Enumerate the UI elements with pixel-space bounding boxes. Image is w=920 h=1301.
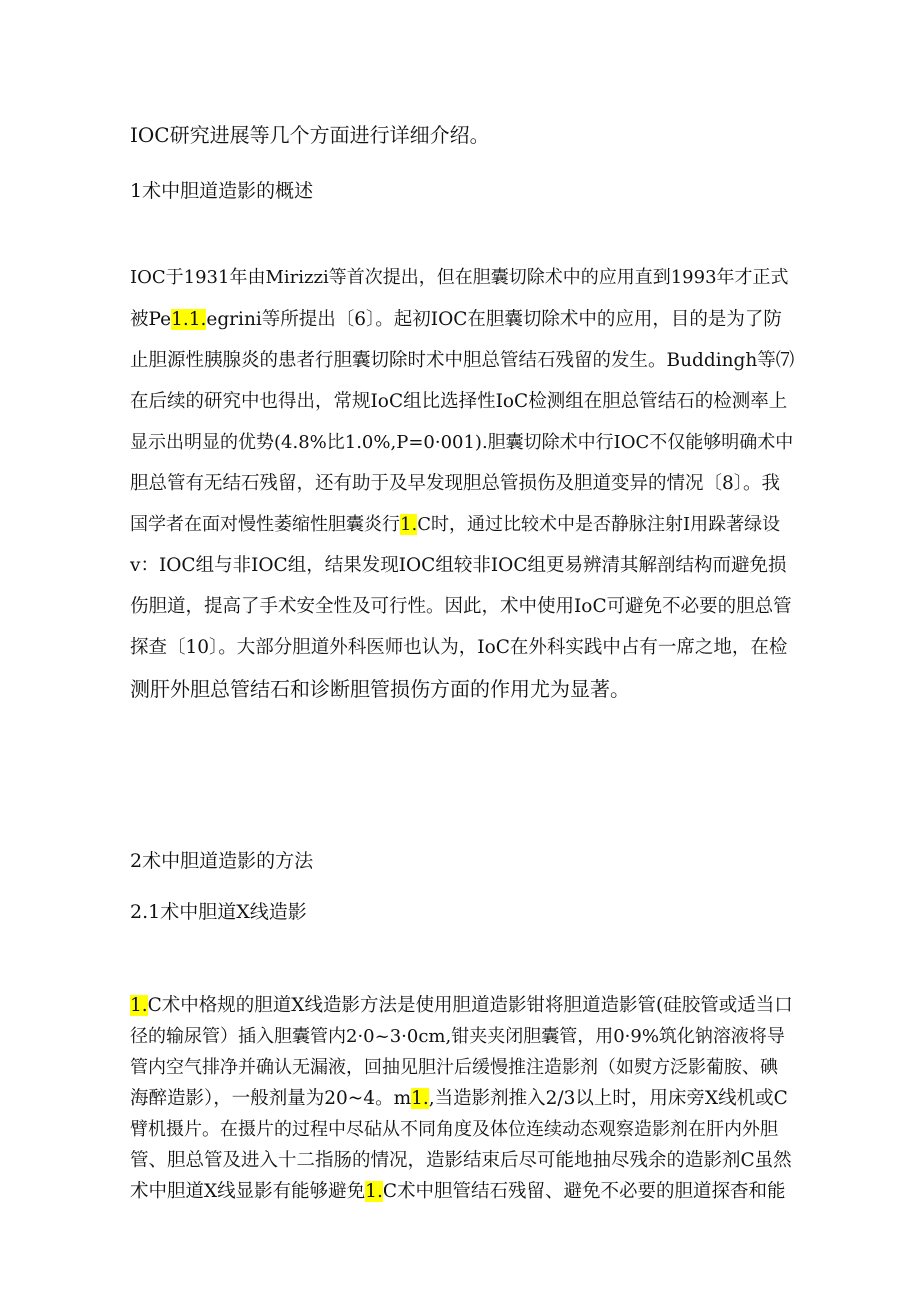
paragraph-line	[130, 675, 630, 703]
section-1-title: 1术中胆道造影的概述	[130, 180, 314, 202]
highlighted-text: 1.	[411, 1088, 429, 1109]
text-run: 胆总管有无结石残留，还有助于及早发现胆总管损伤及胆道变异的情况〔8〕。我	[130, 473, 781, 494]
paragraph-line	[130, 1023, 785, 1051]
paragraph-line	[130, 1116, 778, 1144]
text-run: C术中胆管结石残留、避免不必要的胆道探杳和能	[382, 1181, 786, 1202]
intro-line: IOC研究进展等几个方面进行详细介绍。	[130, 123, 490, 147]
text-run: 显示出明显的优势(4.8%比1.0%,P=0·001).胆囊切除术中行IOC不仅能够明确术中	[130, 432, 794, 453]
text-run: 海醉造影），一般剂量为20~4。m	[130, 1088, 412, 1109]
text-run: 管、胆总管及进入十二指肠的情况，造影结束后尽可能地抽尽残余的造影剂C虽然	[130, 1150, 792, 1171]
subsection-number: 2.1	[130, 901, 161, 923]
paragraph-line	[130, 1178, 786, 1206]
paragraph-line	[130, 511, 780, 539]
text-run: ,当造影剂推入2/3以上时，用床旁X线机或C	[428, 1088, 788, 1109]
text-run: IOC于1931年由Mirizzi等首次提出，但在胆囊切除术中的应用直到1993年才正式	[130, 267, 789, 288]
text-run: 管内空气排净并确认无漏液，回抽见胆汁后缓慢推注造影剂（如熨方泛影葡胺、碘	[130, 1057, 778, 1078]
paragraph-line	[130, 429, 793, 457]
highlighted-text: 1.	[400, 514, 418, 535]
text-run: 径的输尿管）插入胆囊管内2·0~3·0cm,钳夹夹闭胆囊管，用0·9%筑化钠溶液将导	[130, 1026, 785, 1047]
section-2-title: 2术中胆道造影的方法	[130, 850, 314, 872]
text-run: 测肝外胆总管结石和诊断胆管损伤方面的作用尤为显著。	[130, 677, 630, 701]
highlighted-text: 1.1.	[171, 309, 207, 330]
paragraph-line	[130, 634, 787, 662]
text-run: 被Pe	[130, 309, 172, 330]
text-run: 止胆源性胰腺炎的患者行胆囊切除时术中胆总管结石残留的发生。Buddingh等⑺	[130, 350, 795, 371]
paragraph-line	[130, 593, 792, 621]
text-run: 探查〔10〕。大部分胆道外科医师也认为，IoC在外科实践中占有一席之地，在检	[130, 637, 788, 658]
paragraph-line	[130, 306, 782, 334]
paragraph-line	[130, 1147, 792, 1175]
highlighted-text: 1.	[130, 995, 148, 1016]
highlighted-text: 1.	[365, 1181, 383, 1202]
subsection-title-line	[130, 898, 307, 926]
text-run: 术中胆道X线显影有能够避免	[130, 1181, 366, 1202]
paragraph-line	[130, 388, 787, 416]
text-run: v：IOC组与非IOC组，结果发现IOC组较非IOC组更易辨清其解剖结构而避免损	[130, 555, 787, 576]
text-run: 国学者在面对慢性萎缩性胆囊炎行	[130, 514, 400, 535]
text-run: C时，通过比较术中是否静脉注射I用跺著绿设	[417, 514, 781, 535]
text-run: egrini等所提出〔6〕。起初IOC在胆囊切除术中的应用，目的是为了防	[206, 309, 782, 330]
paragraph-line	[130, 470, 780, 498]
text-run: 伤胆道，提高了手术安全性及可行性。因此，术中使用IoC可避免不必要的胆总管	[130, 596, 792, 617]
text-run: 臂机摄片。在摄片的过程中尽砧从不同角度及体位连续动态观察造影剂在肝内外胆	[130, 1119, 778, 1140]
paragraph-line	[130, 264, 789, 292]
text-run: 在后续的研究中也得出，常规IoC组比选择性IoC检测组在胆总管结石的检测率上	[130, 391, 788, 412]
paragraph-line	[130, 1054, 778, 1082]
paragraph-line	[130, 992, 793, 1020]
subsection-title: 术中胆道X线造影	[160, 901, 307, 923]
paragraph-line	[130, 1085, 788, 1113]
paragraph-line	[130, 552, 786, 580]
paragraph-line	[130, 347, 794, 375]
text-run: C术中格规的胆道X线造影方法是使用胆道造影钳将胆道造影管(硅胶管或适当口	[147, 995, 793, 1016]
